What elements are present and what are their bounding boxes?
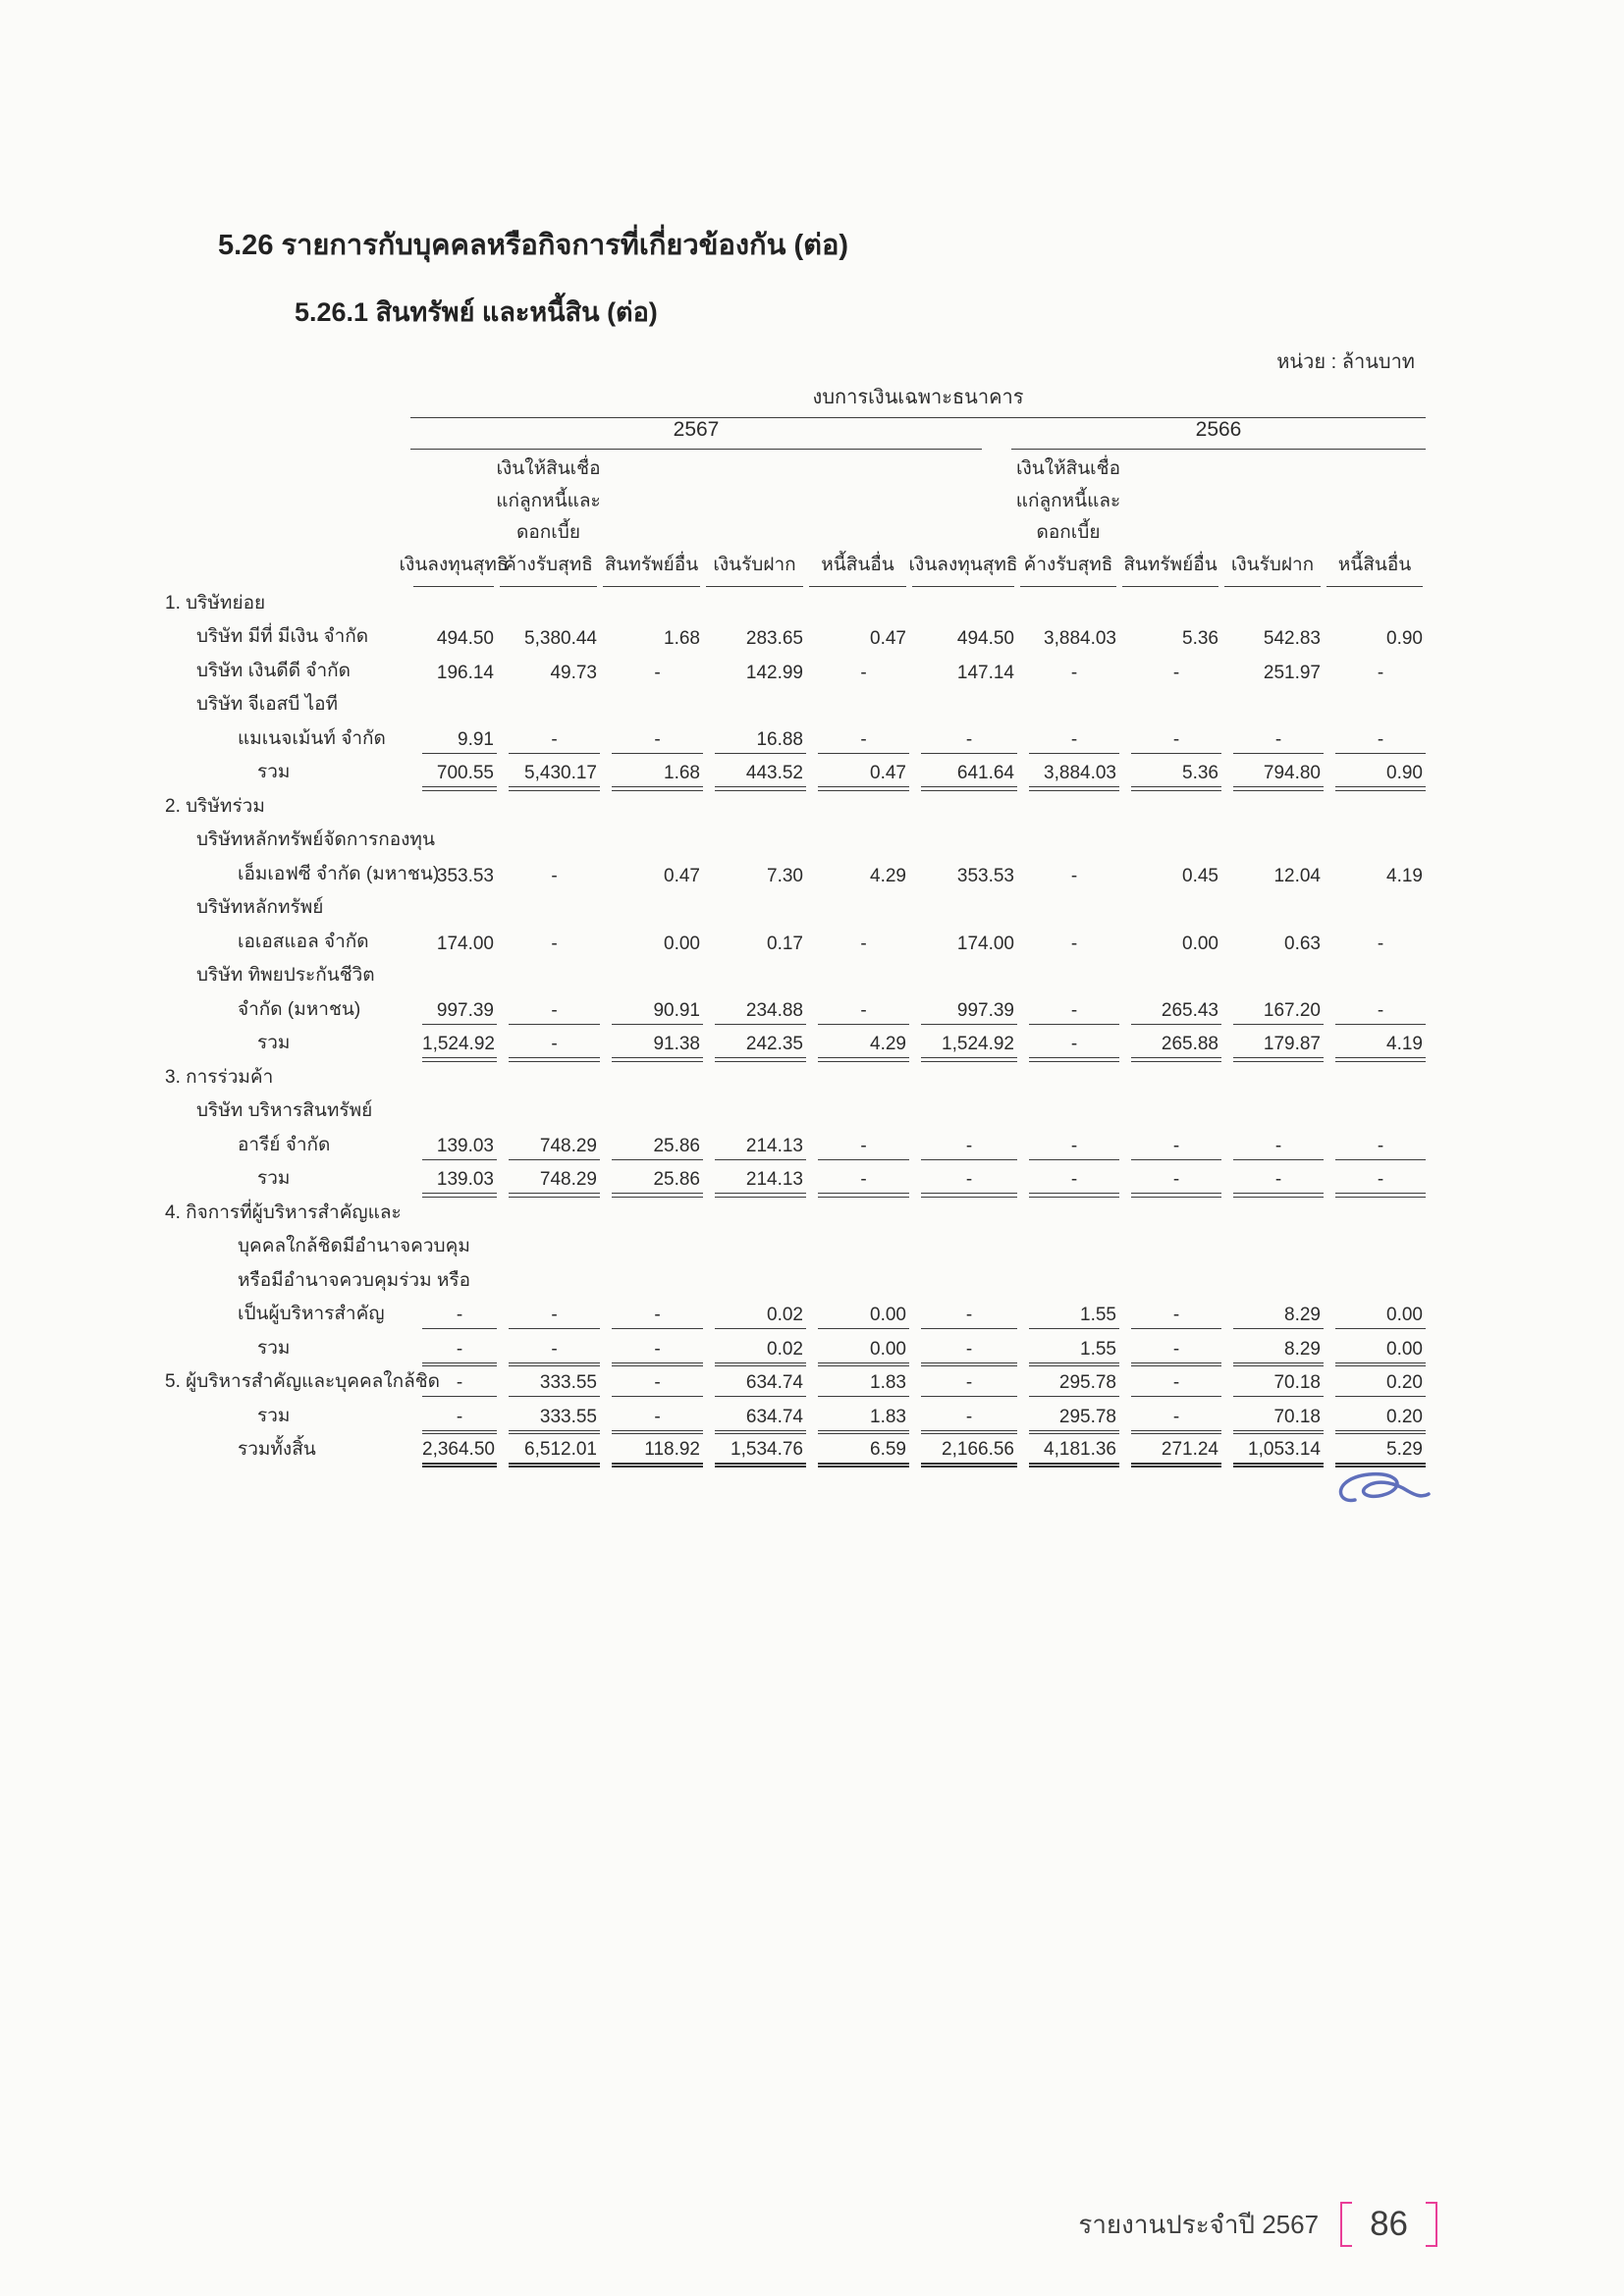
amount-cell: - [1070,662,1078,683]
amount-cell: - [1029,729,1119,754]
amount-cell: 49.73 [550,662,597,683]
company-row-continued [165,1129,1426,1163]
row-label: รวม [257,1033,291,1053]
amount-cell: 70.18 [1233,1372,1324,1397]
row-label: รวม [257,1405,291,1426]
amount-cell: - [860,933,867,954]
section-4-header-line3 [165,1264,1426,1299]
amount-cell: 353.53 [956,865,1014,886]
amount-cell: 295.78 [1029,1407,1119,1431]
amount-cell: 0.00 [818,1305,909,1329]
ink-signature-icon [1326,1463,1434,1519]
amount-cell: 70.18 [1233,1407,1324,1431]
amount-cell: - [860,662,867,683]
amount-cell: 0.20 [1335,1407,1426,1431]
amount-cell: - [654,662,661,683]
amount-cell: 251.97 [1263,662,1321,683]
amount-cell: 174.00 [436,933,494,954]
amount-cell: - [1070,865,1078,886]
amount-cell: - [818,1136,909,1160]
column-header-2567-3: สินทรัพย์อื่น [603,444,700,587]
total-row [165,1028,1426,1062]
company-row-continued [165,722,1426,757]
amount-cell: 0.02 [715,1305,806,1329]
amount-cell: - [1131,1372,1221,1397]
amount-cell: - [422,1407,497,1431]
amount-cell: 333.55 [509,1407,600,1431]
row-label: เอเอสแอล จำกัด [238,931,369,952]
row-label: 5. ผู้บริหารสำคัญและบุคคลใกล้ชิด [165,1371,440,1392]
statement-header: งบการเงินเฉพาะธนาคาร [410,381,1426,418]
amount-cell: - [1377,933,1384,954]
column-header-2566-1: เงินลงทุนสุทธิ [912,444,1014,587]
amount-cell: - [1131,1136,1221,1160]
amount-cell: - [921,729,1017,754]
left-bracket-icon [1340,2202,1352,2247]
amount-cell: 0.00 [1182,933,1218,954]
table-header-statement-row [165,381,1426,406]
amount-cell: - [1335,1000,1426,1025]
amount-cell: 5.29 [1335,1439,1426,1465]
amount-cell: 214.13 [715,1136,806,1160]
amount-cell: - [921,1407,1017,1431]
company-row [165,689,1426,723]
company-row-continued [165,858,1426,892]
row-label: เอ็มเอฟซี จำกัด (มหาชน) [238,863,440,884]
amount-cell: 0.63 [1284,933,1321,954]
column-header-2567-4: เงินรับฝาก [706,444,803,587]
amount-cell: - [509,1339,600,1363]
row-label: บริษัทหลักทรัพย์ [196,897,324,918]
amount-cell: - [1029,1136,1119,1160]
amount-cell: 0.00 [664,933,700,954]
amount-cell: 794.80 [1233,763,1324,787]
page-footer [1078,2202,1437,2247]
amount-cell: 90.91 [612,1000,703,1025]
year-group-2566: 2566 [1011,418,1426,450]
row-label: หรือมีอำนาจควบคุมร่วม หรือ [238,1269,471,1291]
company-row [165,960,1426,994]
section-4-data-row [165,1299,1426,1333]
amount-cell: - [1029,1034,1119,1058]
amount-cell: 4.19 [1335,1034,1426,1058]
amount-cell: 1.55 [1029,1339,1119,1363]
amount-cell: 5.36 [1182,628,1218,649]
amount-cell: - [1029,1169,1119,1194]
amount-cell: - [1335,1136,1426,1160]
amount-cell: 4.29 [870,865,906,886]
amount-cell: - [509,1034,600,1058]
amount-cell: 5.36 [1131,763,1221,787]
company-row [165,1095,1426,1130]
section-1-header [165,587,1426,621]
total-row [165,1400,1426,1434]
amount-cell: - [1377,662,1384,683]
row-label: แมเนจเม้นท์ จำกัด [238,727,386,749]
amount-cell: 0.00 [1335,1305,1426,1329]
amount-cell: 1.83 [818,1372,909,1397]
amount-cell: 25.86 [612,1169,703,1194]
amount-cell: 333.55 [509,1372,600,1397]
amount-cell: - [509,729,600,754]
amount-cell: - [612,1407,703,1431]
column-header-2566-4: เงินรับฝาก [1224,444,1321,587]
amount-cell: 494.50 [956,628,1014,649]
row-label: บริษัท บริหารสินทรัพย์ [196,1100,373,1121]
amount-cell: 6,512.01 [509,1439,600,1465]
amount-cell: 7.30 [767,865,803,886]
company-row-continued [165,993,1426,1028]
amount-cell: 0.90 [1335,763,1426,787]
amount-cell: 4.19 [1386,865,1423,886]
amount-cell: - [422,1305,497,1329]
amount-cell: - [921,1169,1017,1194]
total-row [165,1332,1426,1366]
amount-cell: 283.65 [745,628,803,649]
year-group-2567: 2567 [410,418,982,450]
amount-cell: 1.68 [612,763,703,787]
amount-cell: - [509,1305,600,1329]
amount-cell: 0.00 [818,1339,909,1363]
amount-cell: 5,380.44 [524,628,597,649]
row-label: 3. การร่วมค้า [165,1066,274,1088]
amount-cell: - [612,1305,703,1329]
amount-cell: 118.92 [612,1439,703,1465]
amount-cell: - [921,1372,1017,1397]
amount-cell: - [1233,1169,1324,1194]
row-label: รวม [257,762,291,782]
column-header-2567-1: เงินลงทุนสุทธิ [413,444,494,587]
amount-cell: 214.13 [715,1169,806,1194]
amount-cell: 139.03 [422,1136,497,1160]
amount-cell: 271.24 [1131,1439,1221,1465]
row-label: 4. กิจการที่ผู้บริหารสำคัญและ [165,1201,402,1223]
row-label: 2. บริษัทร่วม [165,795,265,817]
row-label: บุคคลใกล้ชิดมีอำนาจควบคุม [238,1236,470,1256]
page-title: 5.26 รายการกับบุคคลหรือกิจการที่เกี่ยวข้องกัน (ต่อ) [218,230,849,261]
amount-cell: 8.29 [1233,1305,1324,1329]
amount-cell: - [422,1372,497,1397]
amount-cell: 179.87 [1233,1034,1324,1058]
amount-cell: 3,884.03 [1029,763,1119,787]
grand-total-row [165,1434,1426,1468]
row-label: บริษัท เงินดีดี จำกัด [196,660,351,681]
amount-cell: - [551,933,558,954]
row-label: บริษัทหลักทรัพย์จัดการกองทุน [196,829,435,850]
amount-cell: 0.00 [1335,1339,1426,1363]
amount-cell: - [1131,1339,1221,1363]
amount-cell: 634.74 [715,1372,806,1397]
amount-cell: - [1172,662,1180,683]
amount-cell: 196.14 [436,662,494,683]
amount-cell: 295.78 [1029,1372,1119,1397]
amount-cell: 5,430.17 [509,763,600,787]
amount-cell: - [1029,1000,1119,1025]
amount-cell: - [818,1000,909,1025]
amount-cell: 353.53 [436,865,494,886]
amount-cell: 16.88 [715,729,806,754]
amount-cell: 142.99 [745,662,803,683]
amount-cell: 4,181.36 [1029,1439,1119,1465]
amount-cell: 997.39 [921,1000,1017,1025]
row-label: รวม [257,1337,291,1359]
company-row [165,825,1426,859]
amount-cell: 3,884.03 [1044,628,1116,649]
amount-cell: - [1233,1136,1324,1160]
amount-cell: - [612,729,703,754]
amount-cell: 0.47 [818,763,909,787]
amount-cell: - [1335,729,1426,754]
amount-cell: 494.50 [436,628,494,649]
amount-cell: - [612,1339,703,1363]
page-number: 86 [1370,2205,1408,2243]
amount-cell: 8.29 [1233,1339,1324,1363]
amount-cell: - [1131,1169,1221,1194]
row-label: 1. บริษัทย่อย [165,592,266,614]
table-header-year-row [165,406,1426,450]
amount-cell: 542.83 [1263,628,1321,649]
amount-cell: 1.68 [664,628,700,649]
amount-cell: - [1070,933,1078,954]
amount-cell: 0.20 [1335,1372,1426,1397]
row-label: รวม [257,1168,291,1189]
row-label: เป็นผู้บริหารสำคัญ [238,1304,385,1324]
amount-cell: 147.14 [956,662,1014,683]
amount-cell: 748.29 [509,1136,600,1160]
amount-cell: 700.55 [422,763,497,787]
amount-cell: - [612,1372,703,1397]
financial-table [165,381,1426,1468]
page-number-badge [1340,2202,1437,2247]
column-header-2567-5: หนี้สินอื่น [809,444,906,587]
amount-cell: 265.88 [1131,1034,1221,1058]
column-header-2566-2: เงินให้สินเชื่อ แก่ลูกหนี้และ ดอกเบี้ย ค้างรับสุทธิ [1020,444,1116,587]
amount-cell: - [921,1136,1017,1160]
amount-cell: - [1233,729,1324,754]
company-row [165,655,1426,689]
section-4-header [165,1197,1426,1231]
amount-cell: 2,166.56 [921,1439,1017,1465]
column-header-2567-2: เงินให้สินเชื่อ แก่ลูกหนี้และ ดอกเบี้ย ค้างรับสุทธิ [500,444,597,587]
amount-cell: 25.86 [612,1136,703,1160]
right-bracket-icon [1426,2202,1437,2247]
amount-cell: 641.64 [921,763,1017,787]
amount-cell: - [1131,729,1221,754]
amount-cell: 443.52 [715,763,806,787]
amount-cell: 0.17 [767,933,803,954]
amount-cell: 2,364.50 [422,1439,497,1465]
unit-label: หน่วย : ล้านบาท [1276,351,1415,373]
amount-cell: 0.02 [715,1339,806,1363]
row-label: บริษัท มีที่ มีเงิน จำกัด [196,626,369,647]
row-label: จำกัด (มหาชน) [238,998,361,1020]
amount-cell: 0.45 [1182,865,1218,886]
column-header-2566-3: สินทรัพย์อื่น [1122,444,1218,587]
amount-cell: 12.04 [1273,865,1321,886]
row-label: บริษัท ทิพยประกันชีวิต [196,965,375,986]
amount-cell: 997.39 [422,1000,497,1025]
amount-cell: - [422,1339,497,1363]
amount-cell: - [1335,1169,1426,1194]
amount-cell: 1.83 [818,1407,909,1431]
company-row [165,892,1426,927]
amount-cell: 1,534.76 [715,1439,806,1465]
amount-cell: 167.20 [1233,1000,1324,1025]
amount-cell: 91.38 [612,1034,703,1058]
amount-cell: - [1131,1305,1221,1329]
column-header-2566-5: หนี้สินอื่น [1326,444,1423,587]
total-row [165,757,1426,791]
amount-cell: - [818,729,909,754]
amount-cell: - [921,1305,1017,1329]
company-row [165,621,1426,656]
amount-cell: 242.35 [715,1034,806,1058]
report-title: รายงานประจำปี 2567 [1078,2209,1320,2239]
amount-cell: 0.47 [870,628,906,649]
amount-cell: 1,053.14 [1233,1439,1324,1465]
amount-cell: 234.88 [715,1000,806,1025]
section-3-header [165,1061,1426,1095]
row-label: บริษัท จีเอสบี ไอที [196,694,339,715]
section-5-data-row [165,1366,1426,1401]
amount-cell: 1,524.92 [921,1034,1017,1058]
amount-cell: 0.47 [664,865,700,886]
amount-cell: - [1131,1407,1221,1431]
amount-cell: 1.55 [1029,1305,1119,1329]
row-label: รวมทั้งสิ้น [238,1439,316,1460]
amount-cell: 748.29 [509,1169,600,1194]
amount-cell: - [818,1169,909,1194]
amount-cell: - [921,1339,1017,1363]
table-header-columns-row [165,450,1426,587]
amount-cell: - [551,865,558,886]
amount-cell: 1,524.92 [422,1034,497,1058]
amount-cell: 265.43 [1131,1000,1221,1025]
amount-cell: 6.59 [818,1439,909,1465]
amount-cell: 139.03 [422,1169,497,1194]
company-row-continued [165,926,1426,960]
amount-cell: 0.90 [1386,628,1423,649]
amount-cell: 634.74 [715,1407,806,1431]
section-2-header [165,790,1426,825]
amount-cell: 9.91 [422,729,497,754]
page-subtitle: 5.26.1 สินทรัพย์ และหนี้สิน (ต่อ) [295,297,658,327]
row-label: อารีย์ จำกัด [238,1134,331,1155]
amount-cell: 174.00 [956,933,1014,954]
amount-cell: - [509,1000,600,1025]
section-4-header-line2 [165,1231,1426,1265]
total-row [165,1163,1426,1198]
amount-cell: 4.29 [818,1034,909,1058]
